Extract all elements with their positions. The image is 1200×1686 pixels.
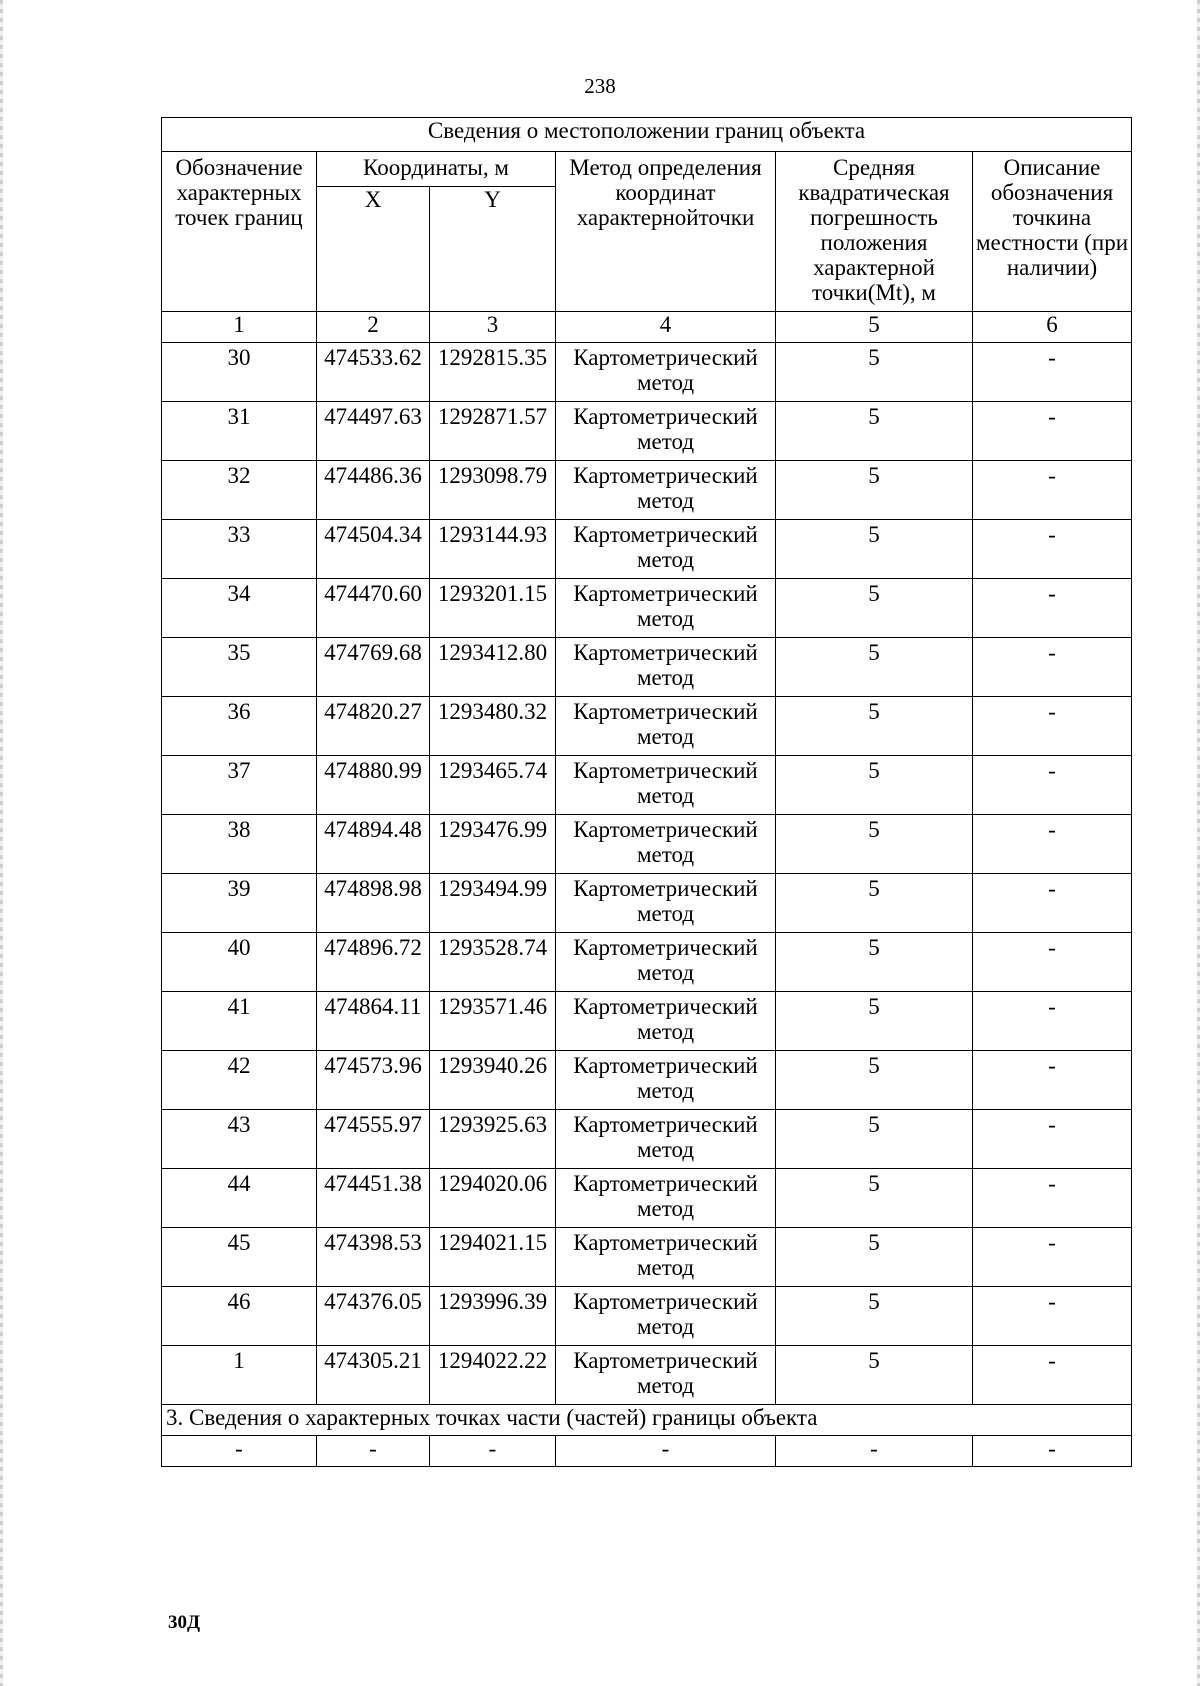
column-number: 3 (430, 312, 556, 343)
cell-point: 36 (162, 697, 317, 756)
cell-x: 474504.34 (317, 520, 430, 579)
boundary-table (161, 117, 1132, 1467)
cell-description: - (973, 1228, 1132, 1287)
cell-error: 5 (776, 343, 973, 402)
section3-title: 3. Сведения о характерных точках части (частей) границы объекта (162, 1405, 1132, 1436)
column-number: 4 (556, 312, 776, 343)
table-row (162, 933, 1132, 992)
cell-method: Картометрический метод (556, 815, 776, 874)
cell-y: 1292815.35 (430, 343, 556, 402)
cell-x: 474486.36 (317, 461, 430, 520)
header-designation: Обозначение характерных точек границ (162, 152, 317, 312)
cell-description: - (973, 1287, 1132, 1346)
page-number: 238 (584, 74, 616, 98)
cell-x: 474896.72 (317, 933, 430, 992)
section3-cell: - (556, 1436, 776, 1467)
cell-error: 5 (776, 402, 973, 461)
cell-point: 45 (162, 1228, 317, 1287)
column-number: 6 (973, 312, 1132, 343)
header-x: X (317, 187, 430, 312)
table-row (162, 343, 1132, 402)
cell-point: 35 (162, 638, 317, 697)
cell-y: 1293940.26 (430, 1051, 556, 1110)
cell-x: 474573.96 (317, 1051, 430, 1110)
cell-description: - (973, 992, 1132, 1051)
cell-y: 1294021.15 (430, 1228, 556, 1287)
table-row (162, 402, 1132, 461)
cell-method: Картометрический метод (556, 520, 776, 579)
table-row (162, 579, 1132, 638)
cell-x: 474880.99 (317, 756, 430, 815)
cell-point: 38 (162, 815, 317, 874)
cell-error: 5 (776, 1169, 973, 1228)
cell-error: 5 (776, 815, 973, 874)
footer-code: 30Д (168, 1612, 201, 1633)
table-row (162, 520, 1132, 579)
cell-method: Картометрический метод (556, 756, 776, 815)
cell-description: - (973, 1169, 1132, 1228)
cell-error: 5 (776, 1051, 973, 1110)
cell-method: Картометрический метод (556, 1051, 776, 1110)
cell-y: 1293412.80 (430, 638, 556, 697)
header-method: Метод определения координат характернойточки (556, 152, 776, 312)
cell-point: 31 (162, 402, 317, 461)
cell-description: - (973, 933, 1132, 992)
cell-point: 30 (162, 343, 317, 402)
cell-point: 39 (162, 874, 317, 933)
cell-point: 1 (162, 1346, 317, 1405)
cell-point: 33 (162, 520, 317, 579)
cell-error: 5 (776, 461, 973, 520)
cell-y: 1294022.22 (430, 1346, 556, 1405)
cell-point: 32 (162, 461, 317, 520)
cell-method: Картометрический метод (556, 1287, 776, 1346)
table-row (162, 756, 1132, 815)
cell-description: - (973, 520, 1132, 579)
cell-x: 474533.62 (317, 343, 430, 402)
cell-x: 474451.38 (317, 1169, 430, 1228)
table-row (162, 1287, 1132, 1346)
table-row (162, 1169, 1132, 1228)
section3-cell: - (973, 1436, 1132, 1467)
cell-x: 474898.98 (317, 874, 430, 933)
cell-y: 1293996.39 (430, 1287, 556, 1346)
table-row (162, 1051, 1132, 1110)
cell-error: 5 (776, 756, 973, 815)
cell-y: 1293480.32 (430, 697, 556, 756)
cell-y: 1292871.57 (430, 402, 556, 461)
cell-y: 1293098.79 (430, 461, 556, 520)
cell-description: - (973, 874, 1132, 933)
table-row (162, 1110, 1132, 1169)
cell-description: - (973, 343, 1132, 402)
table-row (162, 461, 1132, 520)
cell-x: 474820.27 (317, 697, 430, 756)
cell-point: 41 (162, 992, 317, 1051)
table-title: Сведения о местоположении границ объекта (162, 118, 1132, 152)
cell-error: 5 (776, 992, 973, 1051)
header-y: Y (430, 187, 556, 312)
cell-method: Картометрический метод (556, 1228, 776, 1287)
table-row (162, 992, 1132, 1051)
cell-x: 474769.68 (317, 638, 430, 697)
cell-description: - (973, 815, 1132, 874)
cell-error: 5 (776, 933, 973, 992)
cell-description: - (973, 1346, 1132, 1405)
cell-y: 1293925.63 (430, 1110, 556, 1169)
table-row (162, 815, 1132, 874)
cell-point: 42 (162, 1051, 317, 1110)
cell-method: Картометрический метод (556, 461, 776, 520)
header-description: Описание обозначения точкина местности (при наличии) (973, 152, 1132, 312)
cell-y: 1293528.74 (430, 933, 556, 992)
cell-y: 1293494.99 (430, 874, 556, 933)
cell-method: Картометрический метод (556, 402, 776, 461)
cell-error: 5 (776, 1287, 973, 1346)
scan-edge-left (0, 0, 3, 1686)
cell-method: Картометрический метод (556, 1110, 776, 1169)
cell-x: 474376.05 (317, 1287, 430, 1346)
column-number: 2 (317, 312, 430, 343)
cell-x: 474305.21 (317, 1346, 430, 1405)
cell-point: 37 (162, 756, 317, 815)
cell-error: 5 (776, 520, 973, 579)
cell-method: Картометрический метод (556, 992, 776, 1051)
cell-y: 1293201.15 (430, 579, 556, 638)
cell-description: - (973, 1051, 1132, 1110)
section3-cell: - (317, 1436, 430, 1467)
cell-x: 474470.60 (317, 579, 430, 638)
table-row (162, 1228, 1132, 1287)
table-row (162, 697, 1132, 756)
section3-row (162, 1436, 1132, 1467)
column-numbers-row (162, 312, 1132, 343)
cell-point: 44 (162, 1169, 317, 1228)
column-number: 5 (776, 312, 973, 343)
table-row (162, 1346, 1132, 1405)
cell-method: Картометрический метод (556, 1346, 776, 1405)
section3-cell: - (430, 1436, 556, 1467)
cell-description: - (973, 402, 1132, 461)
cell-method: Картометрический метод (556, 697, 776, 756)
cell-y: 1293144.93 (430, 520, 556, 579)
cell-method: Картометрический метод (556, 1169, 776, 1228)
cell-description: - (973, 697, 1132, 756)
cell-y: 1294020.06 (430, 1169, 556, 1228)
cell-description: - (973, 638, 1132, 697)
cell-error: 5 (776, 638, 973, 697)
column-number: 1 (162, 312, 317, 343)
cell-description: - (973, 756, 1132, 815)
cell-description: - (973, 579, 1132, 638)
cell-error: 5 (776, 1110, 973, 1169)
cell-point: 46 (162, 1287, 317, 1346)
cell-method: Картометрический метод (556, 579, 776, 638)
cell-point: 34 (162, 579, 317, 638)
section3-cell: - (162, 1436, 317, 1467)
cell-x: 474398.53 (317, 1228, 430, 1287)
cell-error: 5 (776, 1228, 973, 1287)
header-error: Средняя квадратическая погрешность положения характерной точки(Mt), м (776, 152, 973, 312)
cell-description: - (973, 461, 1132, 520)
cell-error: 5 (776, 1346, 973, 1405)
section3-cell: - (776, 1436, 973, 1467)
cell-y: 1293571.46 (430, 992, 556, 1051)
cell-method: Картометрический метод (556, 874, 776, 933)
cell-error: 5 (776, 579, 973, 638)
header-coordinates: Координаты, м (317, 152, 556, 187)
cell-x: 474864.11 (317, 992, 430, 1051)
cell-x: 474497.63 (317, 402, 430, 461)
cell-point: 40 (162, 933, 317, 992)
cell-x: 474894.48 (317, 815, 430, 874)
cell-y: 1293476.99 (430, 815, 556, 874)
cell-y: 1293465.74 (430, 756, 556, 815)
table-row (162, 638, 1132, 697)
cell-point: 43 (162, 1110, 317, 1169)
cell-method: Картометрический метод (556, 933, 776, 992)
cell-description: - (973, 1110, 1132, 1169)
cell-method: Картометрический метод (556, 343, 776, 402)
cell-error: 5 (776, 697, 973, 756)
table-row (162, 874, 1132, 933)
section3-title-row (162, 1405, 1132, 1436)
cell-method: Картометрический метод (556, 638, 776, 697)
cell-error: 5 (776, 874, 973, 933)
cell-x: 474555.97 (317, 1110, 430, 1169)
